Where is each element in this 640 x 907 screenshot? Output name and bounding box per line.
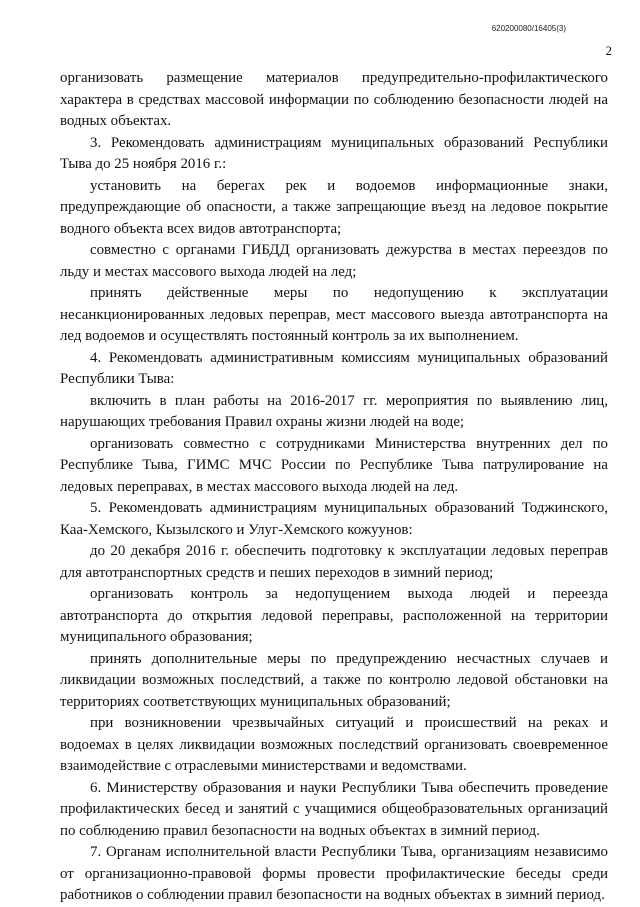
paragraph-item-4-a: включить в план работы на 2016-2017 гг. мероприятия по выявлению лиц, нарушающих требования Правил охраны жизни людей на воде;: [60, 392, 608, 430]
paragraph-item-7: 7. Органам исполнительной власти Республики Тыва, организациям независимо от организационно-правовой формы провести профилактические беседы среди работников о соблюдении правил безопасности на водных объектах в зимний период.: [60, 844, 608, 903]
paragraph-item-5-d: при возникновении чрезвычайных ситуаций и происшествий на реках и водоемах в целях ликвидации возможных последствий организовать своевременное взаимодействие с отраслевыми министерствами и ведомствами.: [60, 715, 608, 774]
paragraph-1-continued: организовать размещение материалов предупредительно-профилактического характера в средствах массовой информации по соблюдению безопасности людей на водных объектах.: [60, 70, 608, 129]
paragraph-item-6: 6. Министерству образования и науки Республики Тыва обеспечить проведение профилактических бесед и занятий с учащимися общеобразовательных организаций по соблюдению правил безопасности на водных объектах в зимний период.: [60, 779, 608, 839]
document-id: 620200080/16405(3): [491, 24, 566, 33]
page-number: 2: [605, 43, 612, 58]
paragraph-item-5-c: принять дополнительные меры по предупреждению несчастных случаев и ликвидации возможных последствий, а также по контролю ледовой обстановки на территориях соответствующих муниципальных образований;: [60, 650, 608, 710]
paragraph-item-3-a: установить на берегах рек и водоемов информационные знаки, предупреждающие об опасности, а также запрещающие въезд на ледовое покрытие водного объекта всех видов автотранспорта;: [60, 177, 608, 237]
document-body: [60, 68, 608, 907]
paragraph-item-3-b: совместно с органами ГИБДД организовать дежурства в местах переездов по льду и местах массового выхода людей на лед;: [60, 242, 608, 280]
paragraph-item-3-c: принять действенные меры по недопущению к эксплуатации несанкционированных ледовых переправ, мест массового выезда автотранспорта на лед водоемов и осуществлять постоянный контроль за их выполнением.: [60, 285, 608, 344]
paragraph-item-5-a: до 20 декабря 2016 г. обеспечить подготовку к эксплуатации ледовых переправ для автотранспортных средств и пеших переходов в зимний период;: [60, 543, 608, 581]
paragraph-item-5: 5. Рекомендовать администрациям муниципальных образований Тоджинского, Каа-Хемского, Кызылского и Улуг-Хемского кожуунов:: [60, 500, 608, 538]
paragraph-item-3: 3. Рекомендовать администрациям муниципальных образований Республики Тыва до 25 ноября 2016 г.:: [60, 134, 608, 172]
paragraph-item-5-b: организовать контроль за недопущением выхода людей и переезда автотранспорта до открытия ледовой переправы, расположенной на территории муниципального образования;: [60, 586, 608, 645]
paragraph-item-4: 4. Рекомендовать административным комиссиям муниципальных образований Республики Тыва:: [60, 349, 608, 387]
paragraph-item-4-b: организовать совместно с сотрудниками Министерства внутренних дел по Республике Тыва, ГИМС МЧС России по Республике Тыва патрулирование на ледовых переправах, в местах массового выхода людей на лед.: [60, 435, 608, 495]
